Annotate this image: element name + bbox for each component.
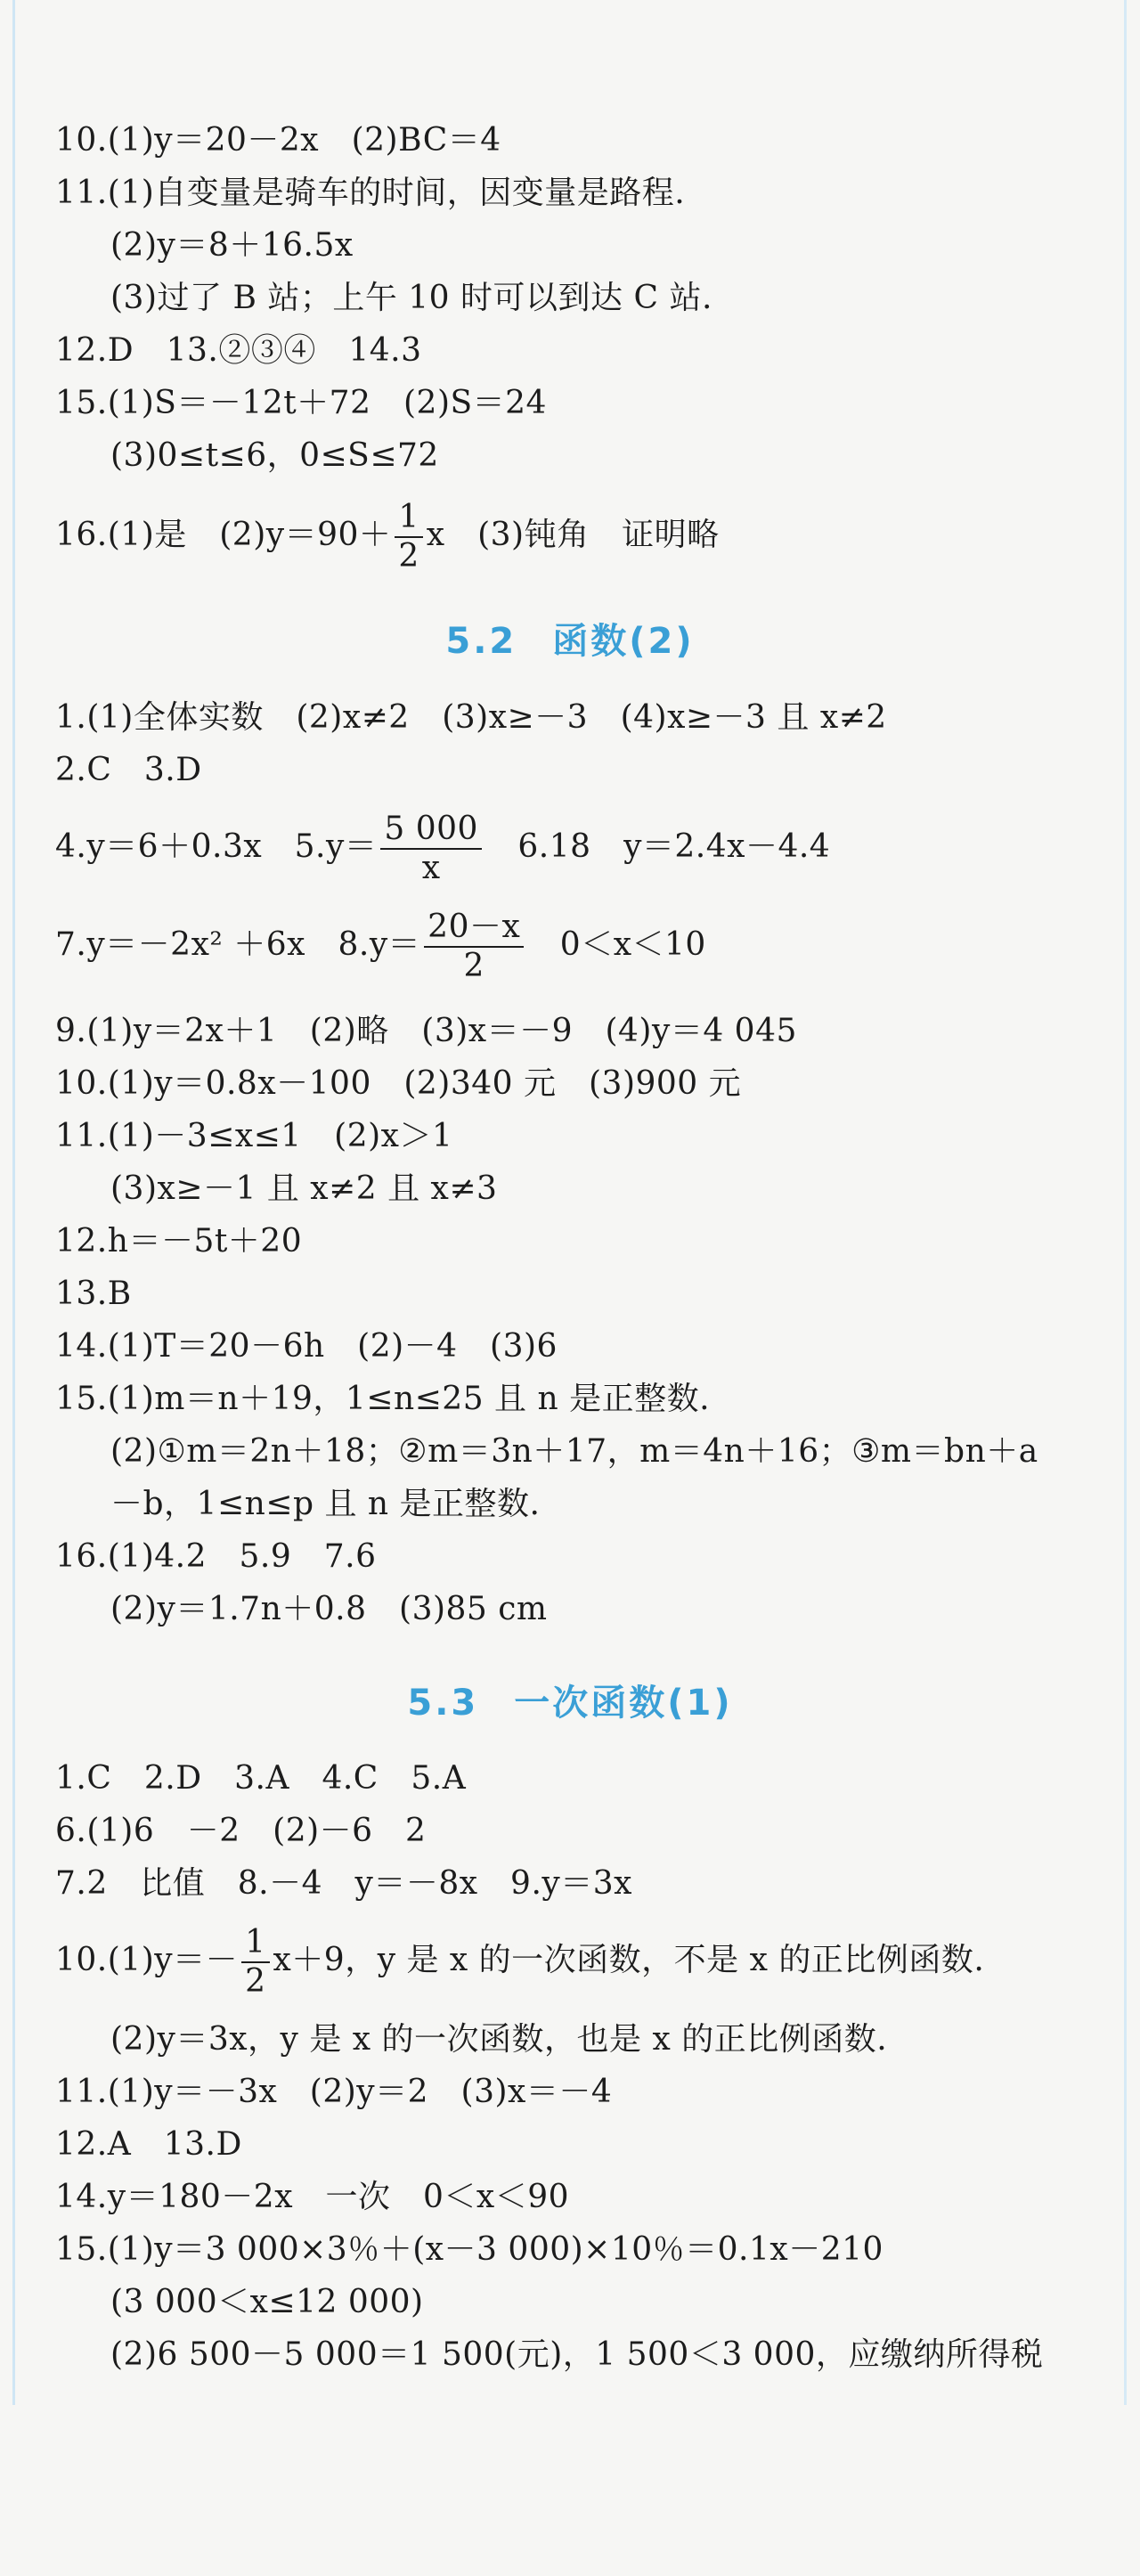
section-heading	[0, 1675, 1140, 1725]
answer-line: 6.(1)6 －2 (2)－6 2	[55, 1813, 427, 1849]
fraction-numerator: 1	[395, 499, 422, 538]
left-margin-rule	[12, 0, 15, 2405]
answer-line: 13.B	[55, 1276, 132, 1312]
answer-line: 15.(1)y＝3 000×3％＋(x－3 000)×10％＝0.1x－210	[55, 2231, 884, 2268]
fraction-prefix: 16.(1)是 (2)y＝90＋	[55, 517, 392, 553]
answer-line-fraction	[55, 811, 830, 887]
fraction-suffix: x＋9，y 是 x 的一次函数，不是 x 的正比例函数.	[273, 1942, 985, 1978]
section-heading	[0, 613, 1140, 664]
answer-line-fraction	[55, 499, 720, 575]
answer-line: (2)①m＝2n＋18；②m＝3n＋17，m＝4n＋16；③m＝bn＋a	[110, 1433, 1038, 1470]
answer-line: 11.(1)y＝－3x (2)y＝2 (3)x＝－4	[55, 2074, 613, 2110]
answer-line: 10.(1)y＝0.8x－100 (2)340 元 (3)900 元	[55, 1065, 742, 1102]
section-title: 一次函数(1)	[514, 1683, 733, 1724]
fraction-suffix: 6.18 y＝2.4x－4.4	[484, 828, 831, 865]
answer-line: 12.A 13.D	[55, 2126, 242, 2163]
fraction-denominator: 2	[463, 948, 484, 984]
fraction-denominator: 2	[245, 1963, 266, 2000]
answer-line-fraction	[55, 1924, 984, 2001]
answer-line: 1.C 2.D 3.A 4.C 5.A	[55, 1760, 467, 1797]
fraction-prefix: 10.(1)y＝－	[55, 1942, 239, 1978]
right-margin-rule	[1124, 0, 1127, 2405]
answer-line: 11.(1)－3≤x≤1 (2)x＞1	[55, 1118, 453, 1154]
section-title: 函数(2)	[552, 621, 695, 662]
answer-line: (3)0≤t≤6，0≤S≤72	[110, 437, 439, 474]
fraction-prefix: 7.y＝－2x² ＋6x 8.y＝	[55, 926, 421, 963]
answer-line: 10.(1)y＝20－2x (2)BC＝4	[55, 122, 501, 159]
fraction-prefix: 4.y＝6＋0.3x 5.y＝	[55, 828, 378, 865]
answer-line: (2)6 500－5 000＝1 500(元)，1 500＜3 000，应缴纳所得税	[110, 2336, 1044, 2373]
fraction-suffix: 0＜x＜10	[527, 926, 706, 963]
fraction	[395, 499, 422, 575]
answer-line: 1.(1)全体实数 (2)x≠2 (3)x≥－3 (4)x≥－3 且 x≠2	[55, 699, 887, 736]
answer-line: 9.(1)y＝2x＋1 (2)略 (3)x＝－9 (4)y＝4 045	[55, 1013, 797, 1049]
answer-line: 7.2 比值 8.－4 y＝－8x 9.y＝3x	[55, 1865, 632, 1902]
answer-line: 14.(1)T＝20－6h (2)－4 (3)6	[55, 1328, 558, 1365]
answer-line: 12.h＝－5t＋20	[55, 1223, 303, 1259]
answer-line: 14.y＝180－2x 一次 0＜x＜90	[55, 2179, 570, 2215]
answer-line: 15.(1)m＝n＋19，1≤n≤25 且 n 是正整数.	[55, 1381, 711, 1417]
fraction-suffix: x (3)钝角 证明略	[426, 517, 720, 553]
answer-line: (2)y＝1.7n＋0.8 (3)85 cm	[110, 1591, 548, 1627]
answer-line: －b，1≤n≤p 且 n 是正整数.	[110, 1486, 541, 1522]
answer-line: (3)过了 B 站；上午 10 时可以到达 C 站.	[110, 280, 712, 316]
answer-line: (3)x≥－1 且 x≠2 且 x≠3	[110, 1170, 498, 1207]
answer-line: (2)y＝8＋16.5x	[110, 227, 354, 264]
fraction-numerator: 5 000	[380, 811, 482, 850]
answer-line-fraction	[55, 909, 706, 985]
fraction-numerator: 20－x	[424, 909, 524, 948]
fraction	[241, 1924, 269, 2001]
answer-line: 15.(1)S＝－12t＋72 (2)S＝24	[55, 385, 547, 421]
fraction-numerator: 1	[241, 1924, 269, 1963]
section-number: 5.3	[407, 1683, 479, 1724]
answer-line: 12.D 13.②③④ 14.3	[55, 332, 422, 369]
fraction-denominator: x	[421, 850, 441, 886]
section-number: 5.2	[445, 621, 517, 662]
answer-line: 11.(1)自变量是骑车的时间，因变量是路程.	[55, 175, 686, 211]
answer-line: (3 000＜x≤12 000)	[110, 2284, 424, 2320]
fraction	[380, 811, 482, 887]
fraction-denominator: 2	[398, 538, 419, 575]
fraction	[424, 909, 524, 985]
answer-line: 2.C 3.D	[55, 752, 202, 788]
answer-line: 16.(1)4.2 5.9 7.6	[55, 1538, 377, 1575]
answer-line: (2)y＝3x，y 是 x 的一次函数，也是 x 的正比例函数.	[110, 2021, 888, 2058]
